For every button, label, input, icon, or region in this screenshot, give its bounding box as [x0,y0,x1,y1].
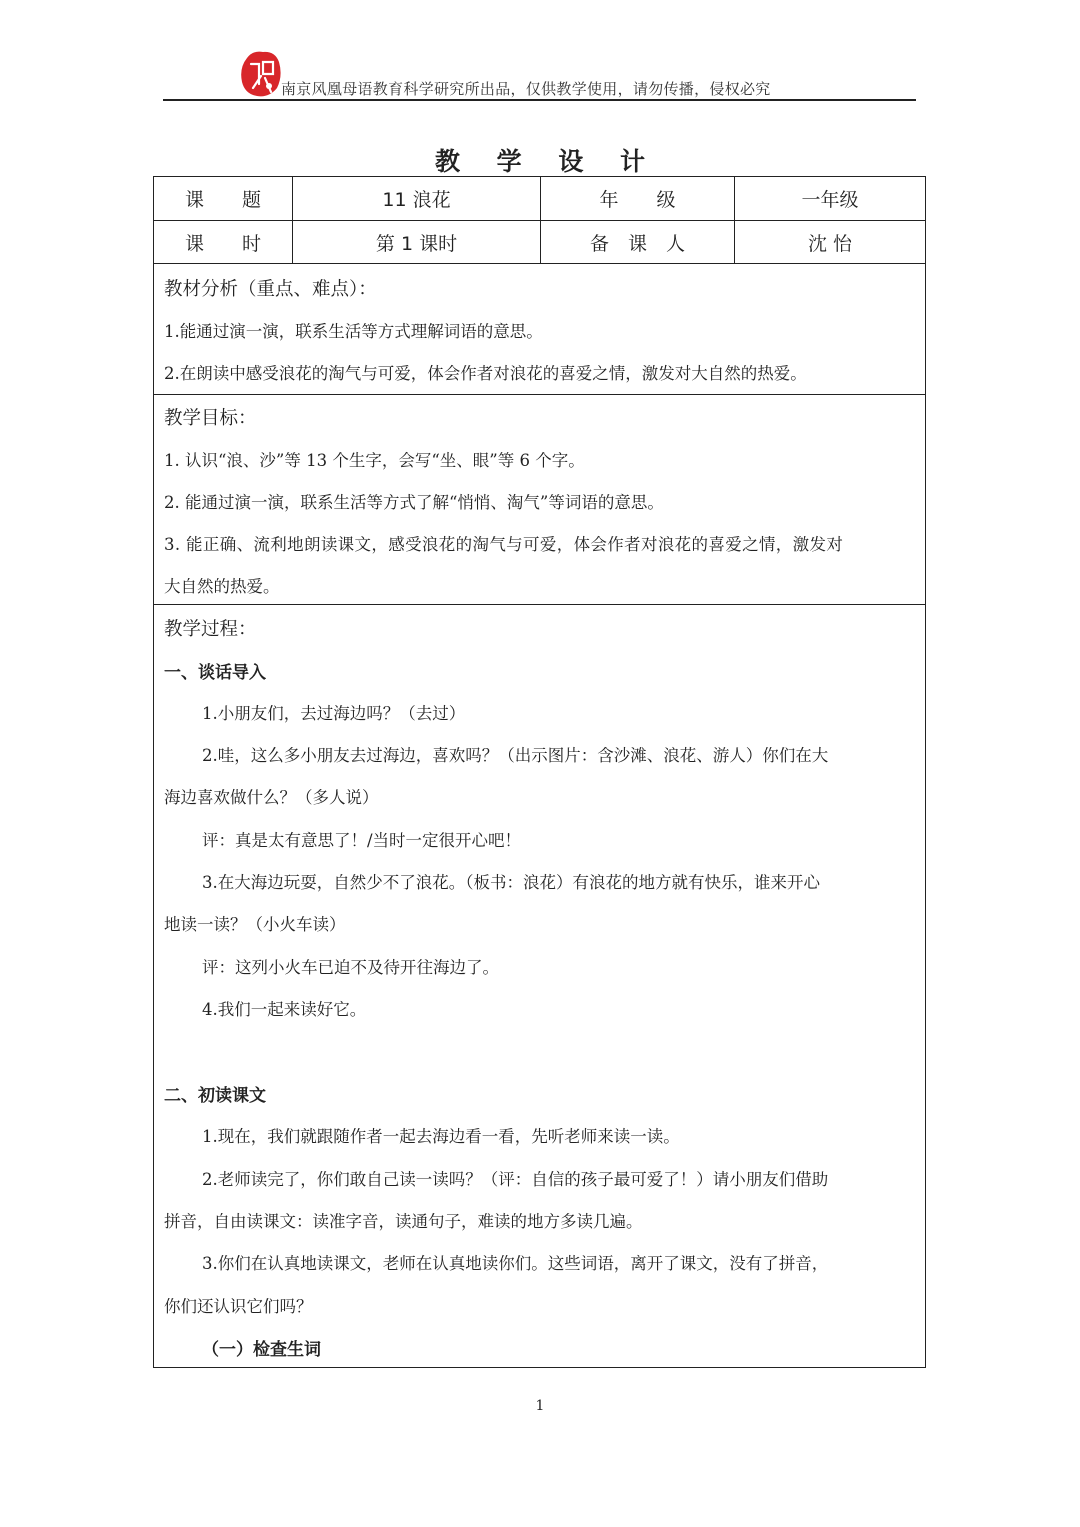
goals-heading: 教学目标： [164,408,257,429]
header-divider [163,99,916,101]
part1-line: 海边喜欢做什么？（多人说） [164,788,379,807]
info-row-1 [154,177,925,221]
analysis-heading: 教材分析（重点、难点）： [164,279,377,300]
preparer-value: 沈 怡 [807,232,853,255]
analysis-item: 2.在朗读中感受浪花的淘气与可爱，体会作者对浪花的喜爱之情，激发对大自然的热爱。 [164,364,807,383]
part2-subheading: （一）检查生词 [202,1340,321,1360]
part2-line: 你们还认识它们吗？ [164,1297,313,1316]
lesson-title-value: 11 浪花 [382,189,451,211]
lesson-title-label: 课 题 [184,189,261,211]
part2-title: 二、初读课文 [164,1086,266,1106]
analysis-section [154,264,925,395]
part2-line: 3.你们在认真地读课文，老师在认真地读你们。这些词语，离开了课文，没有了拼音， [202,1254,829,1273]
part2-line: 拼音，自由读课文：读准字音，读通句子，难读的地方多读几遍。 [164,1212,643,1231]
page-number: 1 [535,1398,545,1414]
part1-line: 评：这列小火车已迫不及待开往海边了。 [202,958,499,977]
grade-value: 一年级 [801,189,859,211]
part1-line: 评：真是太有意思了！/当时一定很开心吧！ [202,831,522,850]
process-heading: 教学过程： [164,619,257,640]
process-section [154,605,925,1367]
goal-item: 3. 能正确、流利地朗读课文，感受浪花的淘气与可爱，体会作者对浪花的喜爱之情，激发对 [164,535,844,554]
part1-line: 3.在大海边玩耍，自然少不了浪花。（板书：浪花）有浪花的地方就有快乐，谁来开心 [202,873,820,892]
part1-line: 地读一读？（小火车读） [164,915,346,934]
goals-section [154,395,925,605]
period-value: 第 1 课时 [375,232,458,255]
goal-item: 2. 能通过演一演，联系生活等方式了解“悄悄、淘气”等词语的意思。 [164,493,664,512]
analysis-item: 1.能通过演一演，联系生活等方式理解词语的意思。 [164,322,543,341]
part1-line: 1.小朋友们，去过海边吗？（去过） [202,704,466,723]
info-row-2 [154,221,925,264]
period-label: 课 时 [184,232,261,255]
goal-item: 1. 认识“浪、沙”等 13 个生字，会写“坐、眼”等 6 个字。 [164,451,585,470]
seal-logo-icon [239,48,283,100]
header-notice: 南京风凰母语教育科学研究所出品，仅供教学使用，请勿传播，侵权必究 [281,80,771,98]
part2-line: 2.老师读完了，你们敢自己读一读吗？（评：自信的孩子最可爱了！）请小朋友们借助 [202,1170,829,1189]
lesson-plan-table [153,176,926,1368]
goal-item-continued: 大自然的热爱。 [164,577,280,596]
part2-line: 1.现在，我们就跟随作者一起去海边看一看，先听老师来读一读。 [202,1127,680,1146]
document-title: 教 学 设 计 [434,147,660,176]
preparer-label: 备 课 人 [589,232,685,255]
part1-line: 4.我们一起来读好它。 [202,1000,367,1019]
part1-title: 一、谈话导入 [164,663,266,683]
page-header [163,40,916,101]
part1-line: 2.哇，这么多小朋友去过海边，喜欢吗？（出示图片：含沙滩、浪花、游人）你们在大 [202,746,829,765]
grade-label: 年 级 [599,189,676,211]
